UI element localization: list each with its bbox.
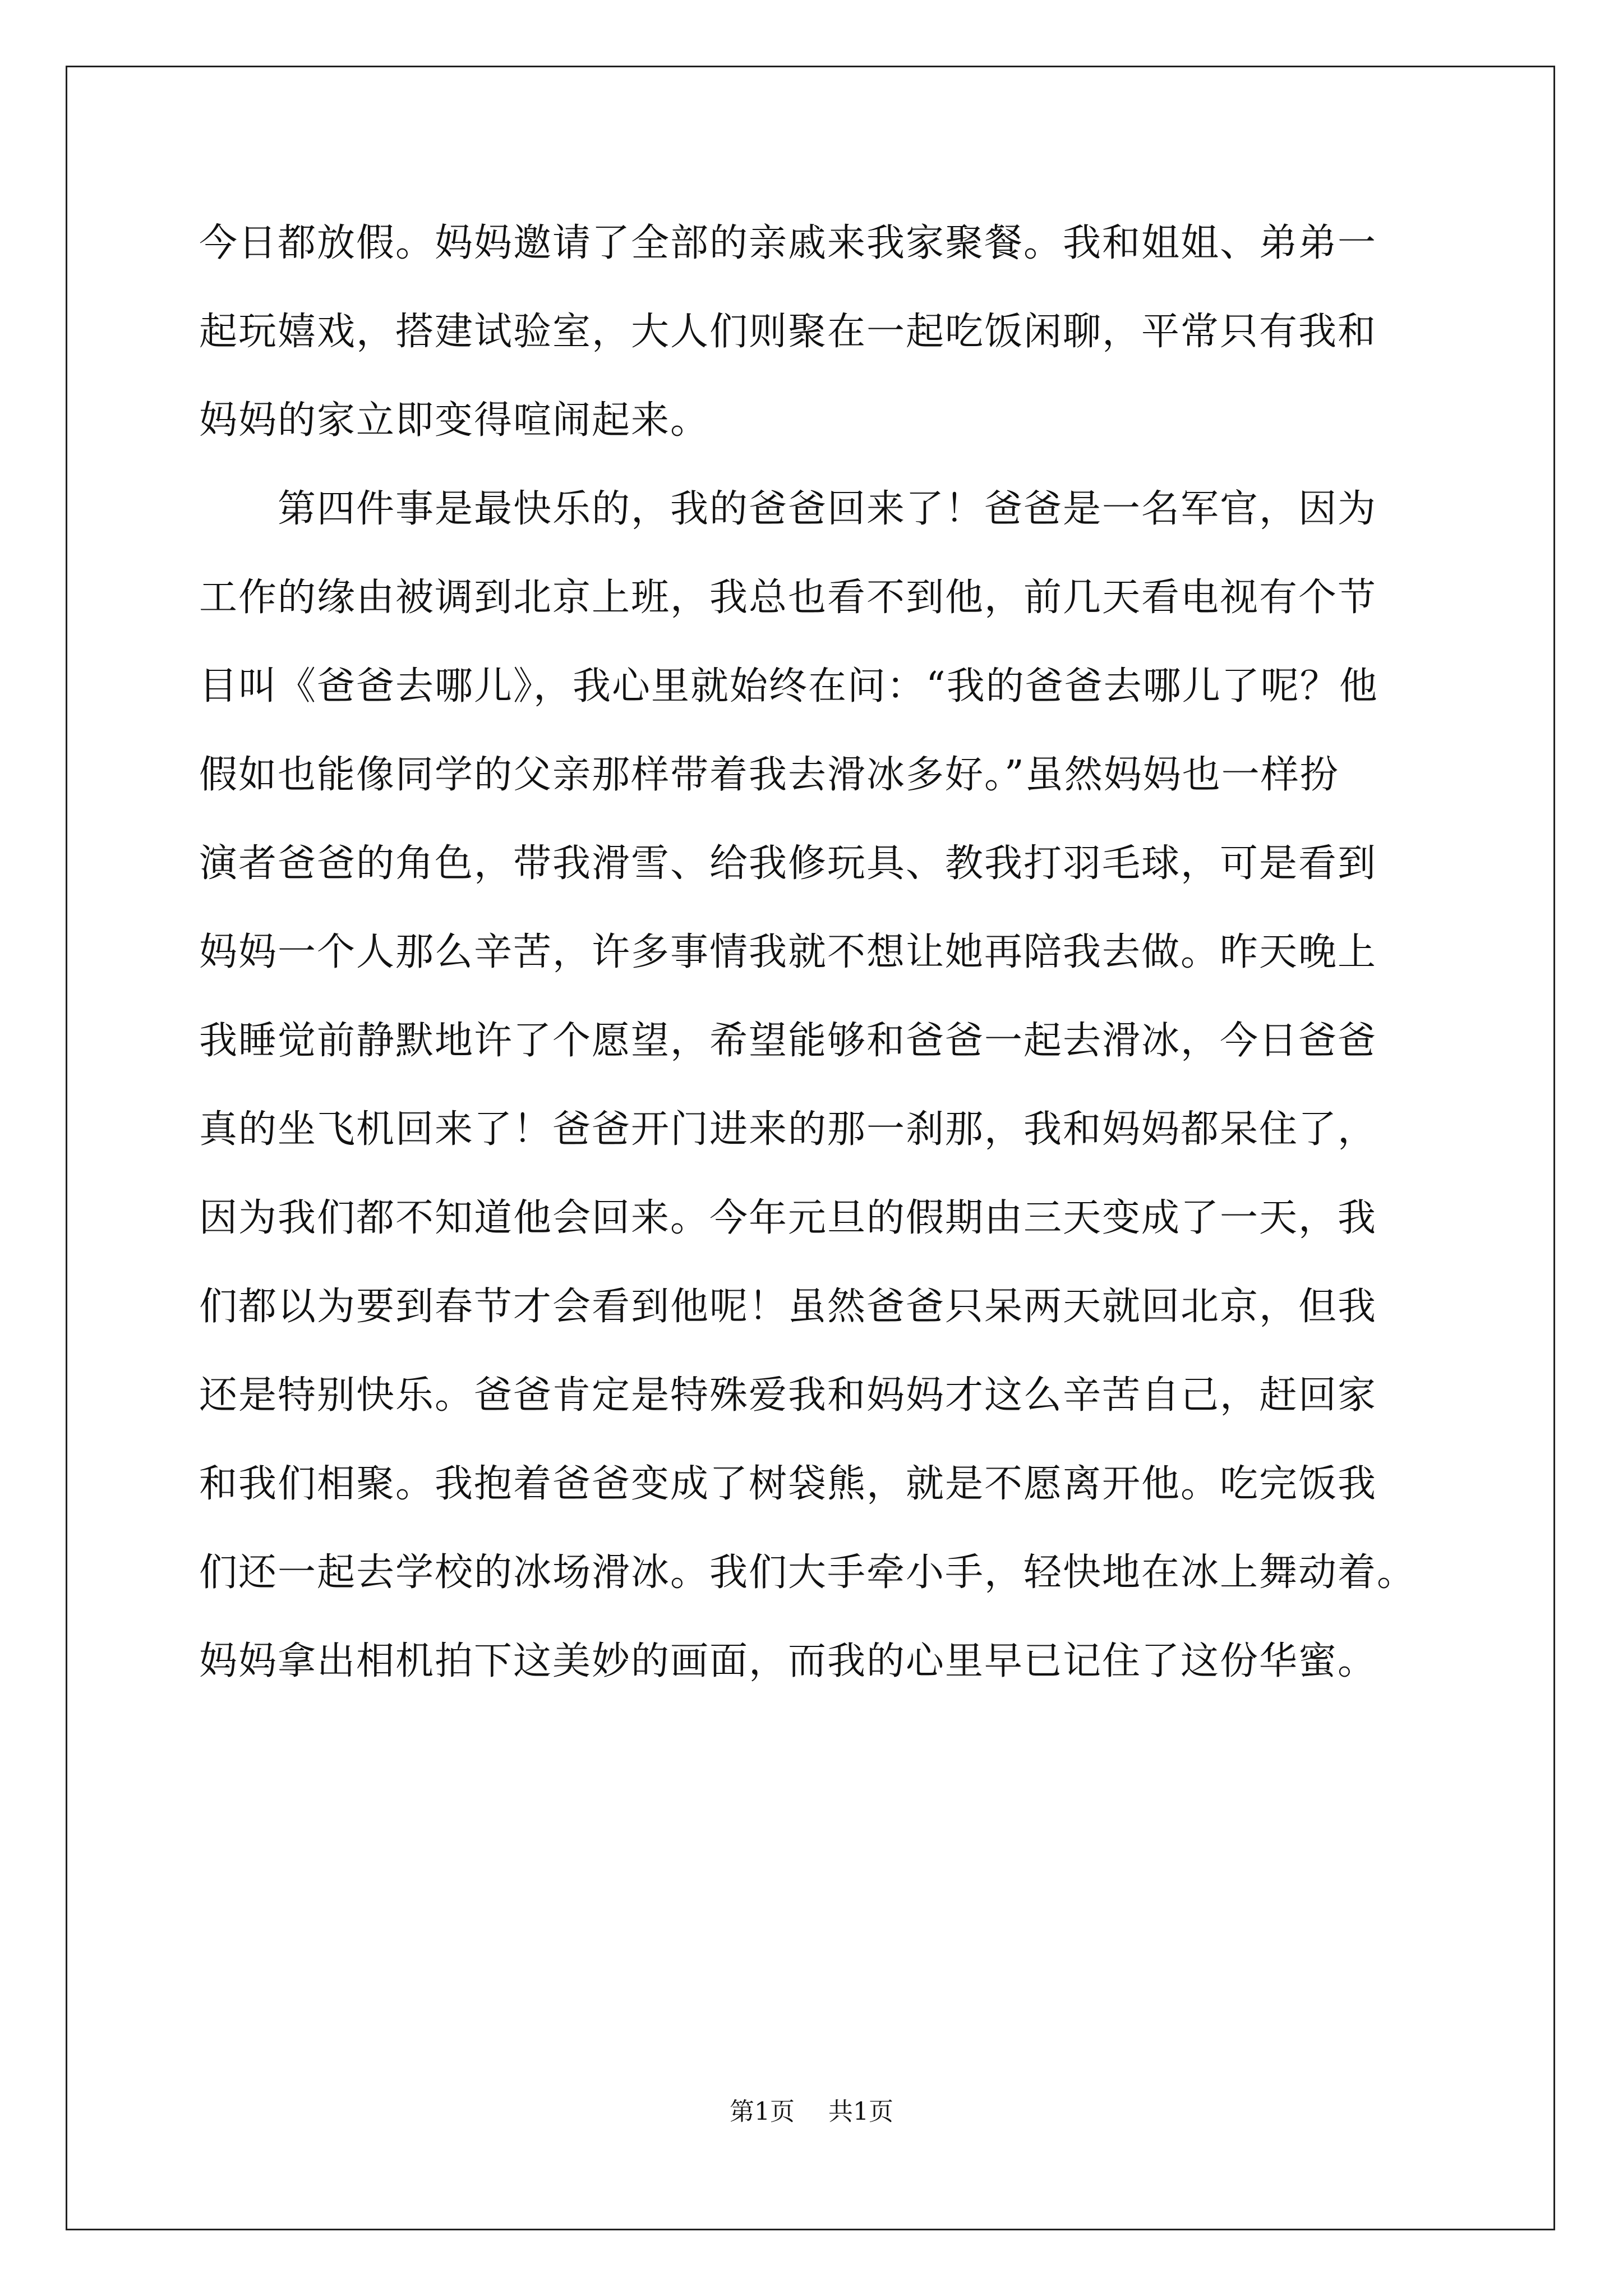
text-line: 目叫《爸爸去哪儿》，我心里就始终在问：“我的爸爸去哪儿了呢？他 [199,664,1378,708]
text-line: 因为我们都不知道他会回来。今年元旦的假期由三天变成了一天，我 [199,1196,1377,1240]
text-line: 今日都放假。妈妈邀请了全部的亲戚来我家聚餐。我和姐姐、弟弟一 [199,221,1377,265]
text-line: 们还一起去学校的冰场滑冰。我们大手牵小手，轻快地在冰上舞动着。 [199,1550,1417,1595]
text-line: 和我们相聚。我抱着爸爸变成了树袋熊，就是不愿离开他。吃完饭我 [199,1462,1377,1506]
page-number-total: 共1页 [828,2097,893,2126]
text-line: 还是特别快乐。爸爸肯定是特殊爱我和妈妈才这么辛苦自己，赶回家 [199,1373,1377,1418]
text-line: 第四件事是最快乐的，我的爸爸回来了！爸爸是一名军官，因为 [199,487,1377,531]
text-line: 们都以为要到春节才会看到他呢！虽然爸爸只呆两天就回北京，但我 [199,1285,1377,1329]
text-line: 妈妈拿出相机拍下这美妙的画面，而我的心里早已记住了这份华蜜。 [199,1639,1377,1683]
text-line: 我睡觉前静默地许了个愿望，希望能够和爸爸一起去滑冰，今日爸爸 [199,1019,1377,1063]
page-number-current: 第1页 [730,2097,795,2126]
document-body [199,199,1438,1706]
text-line: 假如也能像同学的父亲那样带着我去滑冰多好。”虽然妈妈也一样扮 [199,753,1339,797]
text-line: 演者爸爸的角色，带我滑雪、给我修玩具、教我打羽毛球，可是看到 [199,841,1377,886]
text-line: 起玩嬉戏，搭建试验室，大人们则聚在一起吃饭闲聊，平常只有我和 [199,310,1377,354]
page-footer [0,2095,1623,2129]
text-line: 妈妈一个人那么辛苦，许多事情我就不想让她再陪我去做。昨天晚上 [199,930,1377,974]
text-line: 工作的缘由被调到北京上班，我总也看不到他，前几天看电视有个节 [199,576,1377,620]
text-line: 妈妈的家立即变得喧闹起来。 [199,398,710,443]
text-line: 真的坐飞机回来了！爸爸开门进来的那一刹那，我和妈妈都呆住了， [199,1107,1377,1152]
